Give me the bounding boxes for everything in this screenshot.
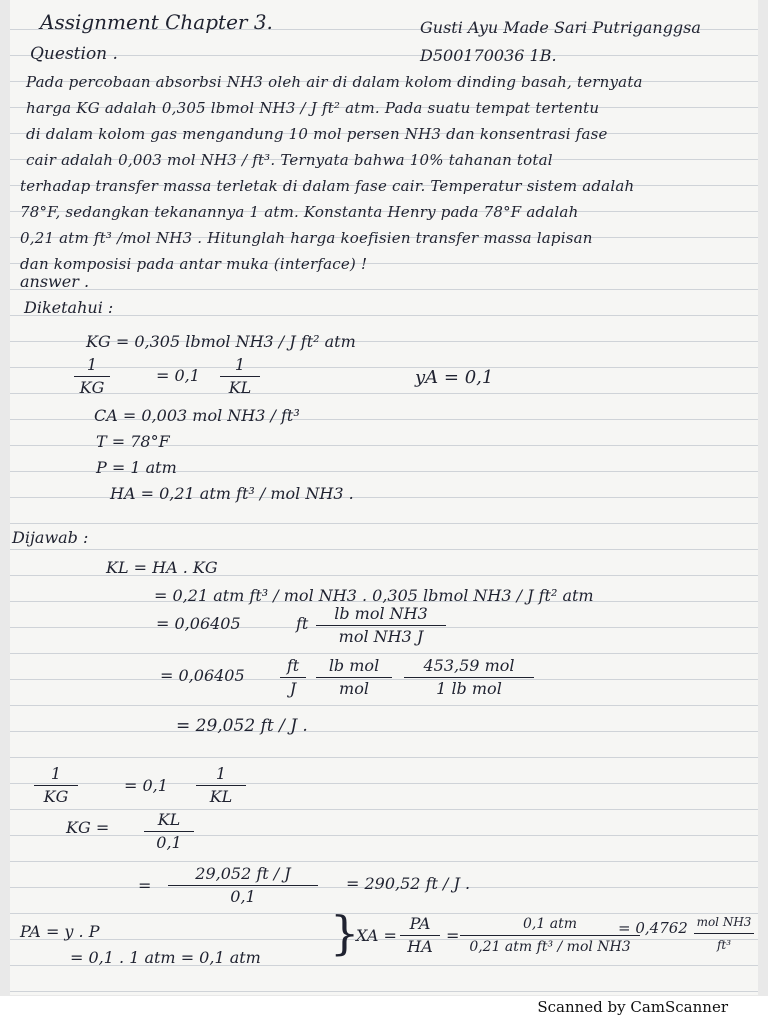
henry-value: HA = 0,21 atm ft³ / mol NH3 . <box>110 484 354 503</box>
question-line: dan komposisi pada antar muka (interface) ! <box>20 255 368 273</box>
fraction-denominator: 0,1 <box>156 833 182 852</box>
known-label: Diketahui : <box>24 298 114 317</box>
kl-substitution: = 0,21 atm ft³ / mol NH3 . 0,305 lbmol NH3 / J ft² atm <box>154 586 594 605</box>
fraction-bar <box>400 935 440 936</box>
kl-conversion-value: = 0,06405 <box>160 666 245 685</box>
ratio-equals: = 0,1 <box>156 366 200 385</box>
question-line: Pada percobaan absorbsi NH3 oleh air di dalam kolom dinding basah, ternyata <box>26 73 643 91</box>
kl-result: = 29,052 ft / J . <box>176 716 308 736</box>
pa-formula: PA = y . P <box>20 922 100 941</box>
scanner-watermark: Scanned by CamScanner <box>537 998 728 1016</box>
fraction-numerator: 0,1 atm <box>523 916 577 932</box>
temperature-value: T = 78°F <box>96 432 170 451</box>
kl-conversion-fraction-2 <box>316 656 392 699</box>
fraction-denominator: J <box>289 679 297 698</box>
fraction-numerator: 1 <box>234 355 246 374</box>
kc-rhs-fraction <box>196 764 246 807</box>
fraction-denominator: KG <box>43 787 69 806</box>
kc-result: = 290,52 ft / J . <box>346 874 471 893</box>
fraction-bar <box>74 376 110 377</box>
fraction-denominator: KL <box>228 378 252 397</box>
fraction-denominator: 1 lb mol <box>436 679 502 698</box>
fraction-numerator: ft <box>286 656 300 675</box>
xa-equals: = <box>446 926 460 945</box>
question-line: harga KG adalah 0,305 lbmol NH3 / J ft² atm. Pada suatu tempat tertentu <box>26 99 600 117</box>
kc-solve-lhs: KG = <box>66 818 110 837</box>
curly-brace: } <box>330 906 360 960</box>
xa-lhs: XA = <box>356 926 397 945</box>
fraction-bar <box>316 677 392 678</box>
question-line: 0,21 atm ft³ /mol NH3 . Hitunglah harga koefisien transfer massa lapisan <box>20 229 593 247</box>
kl-conversion-fraction-1 <box>280 656 306 699</box>
fraction-denominator: KL <box>209 787 233 806</box>
fraction-denominator: mol NH3 J <box>338 627 424 646</box>
kc-result-fraction <box>168 864 318 907</box>
kl-conversion-fraction-3 <box>404 656 534 699</box>
question-line: cair adalah 0,003 mol NH3 / ft³. Ternyata bahwa 10% tahanan total <box>26 151 553 169</box>
kl-step-unit: ft <box>296 614 309 633</box>
fraction-bar <box>220 376 260 377</box>
fraction-bar <box>168 885 318 886</box>
fraction-numerator: 29,052 ft / J <box>195 864 291 883</box>
question-label: Question . <box>30 44 118 64</box>
notebook-page <box>10 0 758 995</box>
fraction-denominator: 0,21 atm ft³ / mol NH3 <box>469 939 631 955</box>
xa-fraction-2 <box>460 914 640 957</box>
fraction-bar <box>196 785 246 786</box>
fraction-bar <box>280 677 306 678</box>
ya-value: yA = 0,1 <box>415 367 494 388</box>
kc-result-equals: = <box>138 876 152 895</box>
fraction-numerator: lb mol NH3 <box>334 604 428 623</box>
student-id-class: D500170036 1B. <box>420 46 557 65</box>
fraction-numerator: 453,59 mol <box>423 656 515 675</box>
scanner-footer <box>0 996 768 1024</box>
xa-unit-fraction <box>694 912 754 955</box>
fraction-numerator: 1 <box>50 764 62 783</box>
fraction-numerator: KL <box>157 810 181 829</box>
kc-solve-fraction <box>144 810 194 853</box>
solved-label: Dijawab : <box>12 528 89 547</box>
fraction-numerator: mol NH3 <box>696 915 752 929</box>
answer-label: answer . <box>20 272 90 291</box>
fraction-bar <box>34 785 78 786</box>
kc-ratio-equals: = 0,1 <box>124 776 168 795</box>
kl-step-fraction <box>316 604 446 647</box>
fraction-bar <box>694 933 754 934</box>
student-name: Gusti Ayu Made Sari Putriganggsa <box>420 18 701 37</box>
question-line: terhadap transfer massa terletak di dalam fase cair. Temperatur sistem adalah <box>20 177 635 195</box>
kg-value: KG = 0,305 lbmol NH3 / J ft² atm <box>86 332 356 351</box>
ca-value: CA = 0,003 mol NH3 / ft³ <box>94 406 300 425</box>
fraction-numerator: lb mol <box>328 656 380 675</box>
fraction-denominator: ft³ <box>716 938 732 952</box>
ratio-rhs-fraction <box>220 355 260 398</box>
fraction-denominator: KG <box>79 378 105 397</box>
fraction-denominator: mol <box>339 679 369 698</box>
ratio-lhs-fraction <box>74 355 110 398</box>
fraction-bar <box>460 935 640 936</box>
kl-step-value: = 0,06405 <box>156 614 241 633</box>
pa-result: = 0,1 . 1 atm = 0,1 atm <box>70 948 261 967</box>
fraction-numerator: PA <box>409 914 431 933</box>
fraction-bar <box>144 831 194 832</box>
fraction-numerator: 1 <box>86 355 98 374</box>
assignment-title: Assignment Chapter 3. <box>40 10 273 34</box>
fraction-denominator: HA <box>407 937 433 956</box>
fraction-bar <box>404 677 534 678</box>
fraction-bar <box>316 625 446 626</box>
question-line: di dalam kolom gas mengandung 10 mol persen NH3 dan konsentrasi fase <box>26 125 608 143</box>
fraction-numerator: 1 <box>215 764 227 783</box>
question-line: 78°F, sedangkan tekanannya 1 atm. Konstanta Henry pada 78°F adalah <box>20 203 579 221</box>
kc-lhs-fraction <box>34 764 78 807</box>
kl-formula: KL = HA . KG <box>106 558 218 577</box>
xa-fraction-1 <box>400 914 440 957</box>
pressure-value: P = 1 atm <box>96 458 177 477</box>
fraction-denominator: 0,1 <box>230 887 256 906</box>
xa-result: = 0,4762 <box>618 919 688 937</box>
